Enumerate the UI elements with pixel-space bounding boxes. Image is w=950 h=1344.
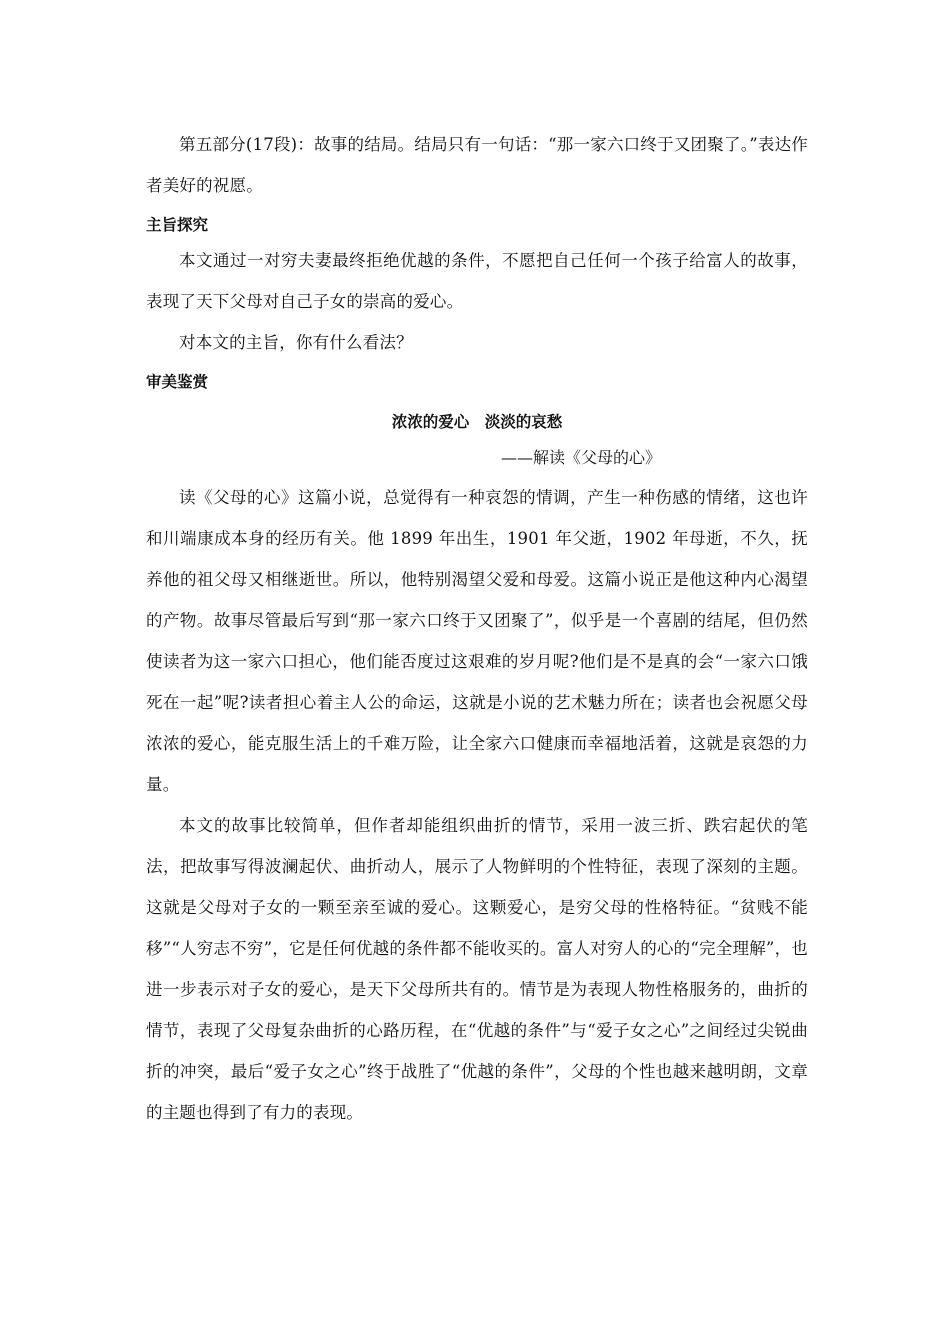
paragraph-theme-question: 对本文的主旨，你有什么看法？ — [179, 333, 413, 352]
paragraph-appreciation-2: 本文的故事比较简单，但作者却能组织曲折的情节，采用一波三折、跌宕起伏的笔法，把故事写得波澜起伏、曲折动人，展示了人物鲜明的个性特征，表现了深刻的主题。这就是父母对子女的一颗至亲至诚的爱心。这颗爱心，是穷父母的性格特征。“贫贱不能移”“人穷志不穷”，它是任何优越的条件都不能收买的。富人对穷人的心的“完全理解”，也进一步表示对子女的爱心，是天下父母所共有的。情节是为表现人物性格服务的，曲折的情节，表现了父母复杂曲折的心路历程，在“优越的条件”与“爱子女之心”之间经过尖锐曲折的冲突，最后“爱子女之心”终于战胜了“优越的条件”，父母的个性也越来越明朗，文章的主题也得到了有力的表现。 — [146, 816, 808, 1122]
paragraph-part-five: 第五部分(17段)：故事的结局。结局只有一句话：“那一家六口终于又团聚了。”表达作者美好的祝愿。 — [146, 135, 808, 195]
paragraph-appreciation-1: 读《父母的心》这篇小说，总觉得有一种哀怨的情调，产生一种伤感的情绪，这也许和川端康成本身的经历有关。他 1899 年出生，1901 年父逝，1902 年母逝，不久，抚养他的祖父母又相继逝世。所以，他特别渴望父爱和母爱。这篇小说正是他这种内心渴望的产物。故事尽管最后写到“那一家六口终于又团聚了”，似乎是一个喜剧的结尾，但仍然使读者为这一家六口担心，他们能否度过这艰难的岁月呢?他们是不是真的会“一家六口饿死在一起”呢?读者担心着主人公的命运，这就是小说的艺术魅力所在；读者也会祝愿父母浓浓的爱心，能克服生活上的千难万险，让全家六口健康而幸福地活着，这就是哀怨的力量。 — [146, 488, 808, 794]
document-body — [146, 124, 808, 1133]
article-subtitle: ——解读《父母的心》 — [501, 448, 662, 467]
paragraph-theme-summary: 本文通过一对穷夫妻最终拒绝优越的条件，不愿把自己任何一个孩子给富人的故事，表现了天下父母对自己子女的崇高的爱心。 — [146, 251, 808, 311]
article-title: 浓浓的爱心 淡淡的哀愁 — [391, 413, 563, 431]
section-heading-appreciation: 审美鉴赏 — [146, 373, 209, 391]
section-heading-theme: 主旨探究 — [146, 216, 209, 234]
